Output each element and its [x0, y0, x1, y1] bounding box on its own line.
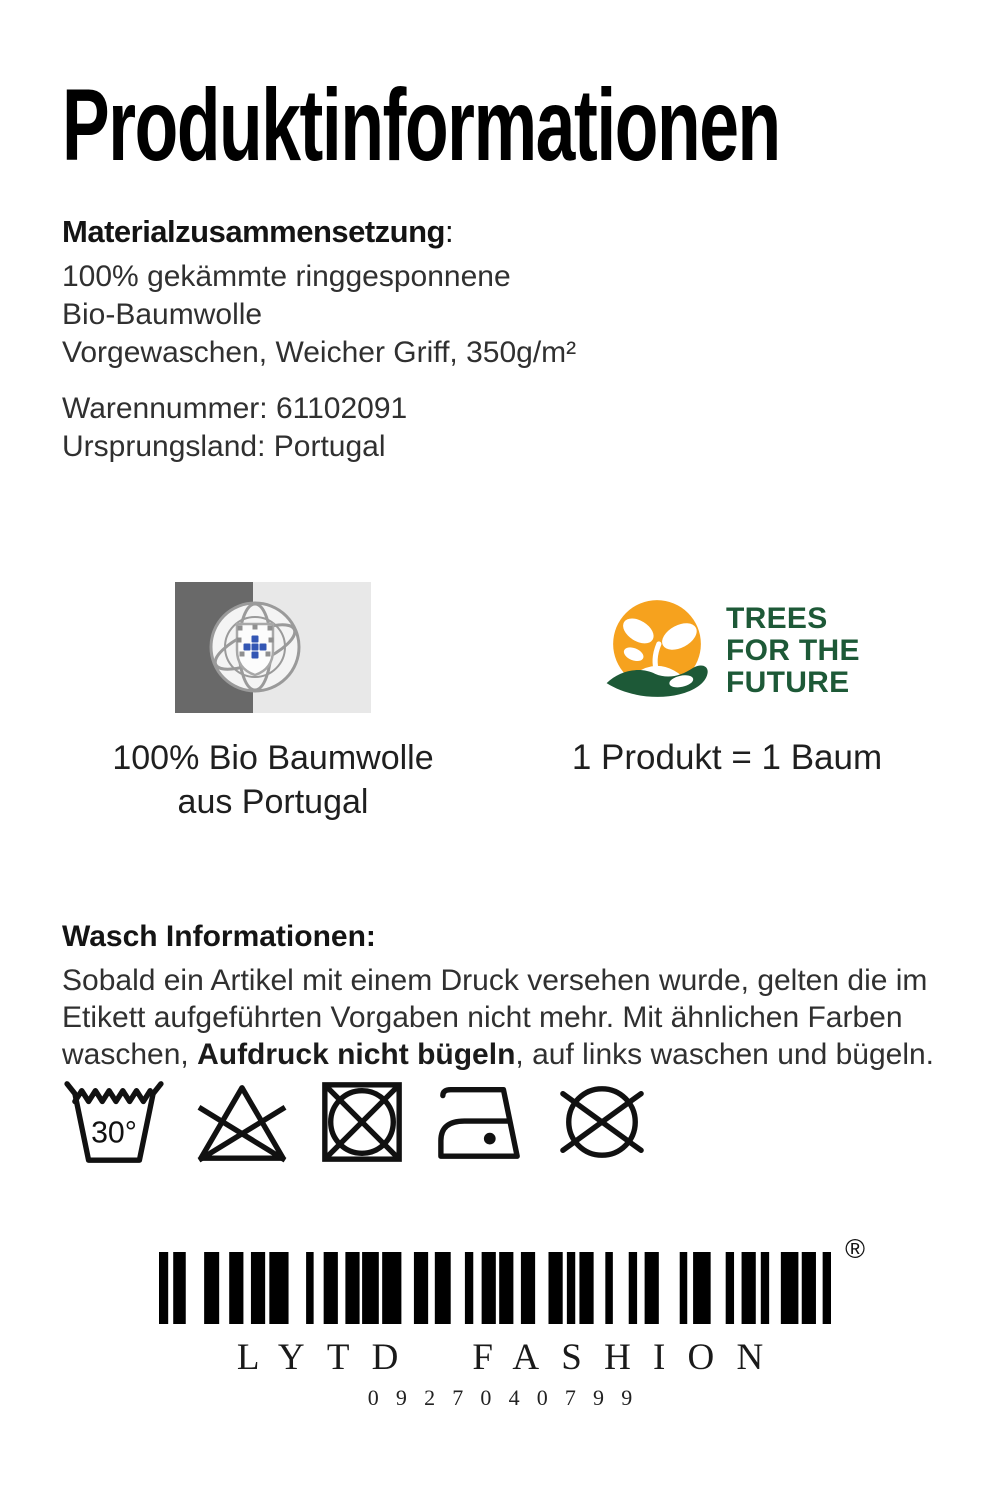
material-heading-colon: : [445, 214, 454, 249]
trees-logo-line2: FOR THE [726, 633, 860, 667]
registered-trademark-symbol: ® [845, 1234, 865, 1264]
barcode-icon [159, 1252, 831, 1324]
brand-name: LYTD FASHION [236, 1337, 786, 1378]
do-not-tumble-dry-icon [318, 1078, 406, 1166]
material-heading [62, 212, 576, 252]
trees-for-the-future-logo [601, 597, 860, 704]
product-details-section [62, 390, 407, 466]
do-not-dry-clean-icon [554, 1078, 650, 1166]
material-line: Bio-Baumwolle [62, 298, 263, 331]
trees-logo-text [726, 603, 860, 699]
page-title-text: Produktinformationen [62, 68, 780, 182]
material-line: 100% gekämmte ringgesponnene [62, 260, 511, 293]
portugal-caption [73, 736, 473, 824]
item-number-line: Warennummer: 61102091 [62, 392, 408, 425]
wash-text-part1: Sobald ein Artikel mit einem Druck versehen wurde, gelten die im Etikett aufgeführten Vorgaben nicht mehr. Mit ähnlichen Farben waschen, [62, 964, 928, 1071]
hand-holding-seedling-icon [601, 597, 713, 704]
material-line: Vorgewaschen, Weicher Griff, 350g/m² [62, 336, 577, 369]
product-number: 0927040799 [367, 1385, 650, 1410]
origin-country-line: Ursprungsland: Portugal [62, 430, 386, 463]
portugal-flag-figure [175, 582, 371, 713]
portugal-shield-icon [237, 624, 274, 675]
portugal-flag-icon [175, 582, 371, 713]
wash-info-heading: Wasch Informationen: [62, 920, 376, 953]
wash-text-part2: , auf links waschen und bügeln. [515, 1038, 935, 1071]
material-section [62, 212, 576, 372]
trees-caption: 1 Produkt = 1 Baum [571, 738, 883, 777]
barcode-figure [159, 1234, 865, 1324]
portugal-caption-line2: aus Portugal [177, 783, 369, 821]
wash-info-section [62, 918, 954, 1073]
wash-info-text [62, 962, 954, 1073]
material-heading-text: Materialzusammensetzung [62, 214, 445, 249]
page-title [62, 68, 1000, 182]
wash-temp-label: 30° [91, 1116, 137, 1150]
trees-logo-line3: FUTURE [726, 665, 850, 699]
wash-text-bold: Aufdruck nicht bügeln [197, 1038, 516, 1071]
portugal-caption-line1: 100% Bio Baumwolle [112, 739, 434, 777]
care-symbols-row [62, 1078, 650, 1166]
iron-one-dot-icon [432, 1078, 528, 1166]
do-not-bleach-icon [192, 1078, 292, 1166]
wash-30-degrees-icon [62, 1078, 166, 1166]
trees-logo-line1: TREES [726, 601, 828, 635]
